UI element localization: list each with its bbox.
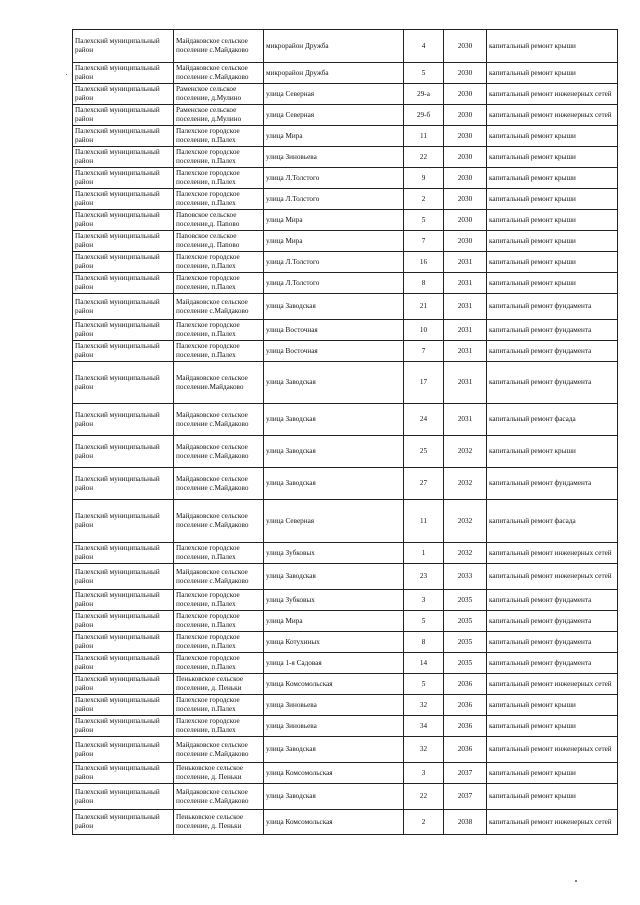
street-cell: улица Заводская <box>264 362 404 404</box>
house-number-cell: 34 <box>404 716 444 737</box>
year-cell: 2032 <box>444 543 487 564</box>
district-cell: Палехский муниципальный район <box>73 737 174 763</box>
street-cell: микрорайон Дружба <box>264 63 404 84</box>
house-number-cell: 24 <box>404 404 444 436</box>
settlement-cell: Палехское городское поселение, п.Палех <box>174 632 264 653</box>
table-row <box>73 30 618 63</box>
table-row <box>73 632 618 653</box>
year-cell: 2031 <box>444 294 487 320</box>
table-row <box>73 231 618 252</box>
work-type-cell: капитальный ремонт крыши <box>487 189 618 210</box>
district-cell: Палехский муниципальный район <box>73 84 174 105</box>
work-type-cell: капитальный ремонт инженерных сетей <box>487 543 618 564</box>
house-number-cell: 17 <box>404 362 444 404</box>
table-row <box>73 763 618 784</box>
settlement-cell: Майдаковское сельское поселение с.Майдаково <box>174 500 264 543</box>
house-number-cell: 21 <box>404 294 444 320</box>
house-number-cell: 29-б <box>404 105 444 126</box>
work-type-cell: капитальный ремонт инженерных сетей <box>487 105 618 126</box>
street-cell: улица Комсомольская <box>264 810 404 835</box>
settlement-cell: Палехское городское поселение, п.Палех <box>174 320 264 341</box>
table-row <box>73 716 618 737</box>
district-cell: Палехский муниципальный район <box>73 632 174 653</box>
settlement-cell: Пеньковское сельское поселение, д. Пеньки <box>174 763 264 784</box>
house-number-cell: 5 <box>404 674 444 695</box>
work-type-cell: капитальный ремонт инженерных сетей <box>487 84 618 105</box>
house-number-cell: 2 <box>404 810 444 835</box>
table-row <box>73 543 618 564</box>
house-number-cell: 25 <box>404 436 444 468</box>
repair-schedule-table <box>72 29 618 835</box>
table-row <box>73 653 618 674</box>
settlement-cell: Палехское городское поселение, п.Палех <box>174 341 264 362</box>
year-cell: 2037 <box>444 784 487 810</box>
table-row <box>73 737 618 763</box>
district-cell: Палехский муниципальный район <box>73 436 174 468</box>
house-number-cell: 7 <box>404 341 444 362</box>
table-row <box>73 273 618 294</box>
year-cell: 2030 <box>444 210 487 231</box>
work-type-cell: капитальный ремонт крыши <box>487 763 618 784</box>
settlement-cell: Раменское сельское поселение, д.Мулино <box>174 105 264 126</box>
district-cell: Палехский муниципальный район <box>73 543 174 564</box>
year-cell: 2032 <box>444 436 487 468</box>
table-row <box>73 341 618 362</box>
table-row <box>73 168 618 189</box>
house-number-cell: 7 <box>404 231 444 252</box>
street-cell: улица Мира <box>264 611 404 632</box>
year-cell: 2036 <box>444 716 487 737</box>
settlement-cell: Палехское городское поселение, п.Палех <box>174 126 264 147</box>
district-cell: Палехский муниципальный район <box>73 810 174 835</box>
year-cell: 2030 <box>444 147 487 168</box>
district-cell: Палехский муниципальный район <box>73 564 174 590</box>
street-cell: микрорайон Дружба <box>264 30 404 63</box>
district-cell: Палехский муниципальный район <box>73 294 174 320</box>
settlement-cell: Паnовское сельское поселение,д. Паnово <box>174 210 264 231</box>
street-cell: улица Комсомольская <box>264 674 404 695</box>
house-number-cell: 11 <box>404 500 444 543</box>
district-cell: Палехский муниципальный район <box>73 590 174 611</box>
year-cell: 2036 <box>444 737 487 763</box>
work-type-cell: капитальный ремонт инженерных сетей <box>487 564 618 590</box>
work-type-cell: капитальный ремонт крыши <box>487 784 618 810</box>
district-cell: Палехский муниципальный район <box>73 147 174 168</box>
street-cell: улица 1-я Садовая <box>264 653 404 674</box>
table-row <box>73 84 618 105</box>
district-cell: Палехский муниципальный район <box>73 189 174 210</box>
settlement-cell: Палехское городское поселение, п.Палех <box>174 611 264 632</box>
street-cell: улица Заводская <box>264 294 404 320</box>
street-cell: улица Заводская <box>264 468 404 500</box>
district-cell: Палехский муниципальный район <box>73 468 174 500</box>
year-cell: 2032 <box>444 468 487 500</box>
table-body <box>73 30 618 835</box>
table-row <box>73 126 618 147</box>
year-cell: 2031 <box>444 273 487 294</box>
work-type-cell: капитальный ремонт крыши <box>487 252 618 273</box>
scan-speck <box>575 880 577 882</box>
year-cell: 2036 <box>444 695 487 716</box>
street-cell: улица Заводская <box>264 784 404 810</box>
settlement-cell: Палехское городское поселение, п.Палех <box>174 716 264 737</box>
house-number-cell: 3 <box>404 763 444 784</box>
house-number-cell: 4 <box>404 30 444 63</box>
street-cell: улица Зубковых <box>264 543 404 564</box>
street-cell: улица Зиновьева <box>264 716 404 737</box>
settlement-cell: Майдаковское сельское поселение с.Майдаково <box>174 63 264 84</box>
work-type-cell: капитальный ремонт инженерных сетей <box>487 737 618 763</box>
work-type-cell: капитальный ремонт крыши <box>487 231 618 252</box>
house-number-cell: 5 <box>404 210 444 231</box>
house-number-cell: 3 <box>404 590 444 611</box>
district-cell: Палехский муниципальный район <box>73 674 174 695</box>
district-cell: Палехский муниципальный район <box>73 653 174 674</box>
district-cell: Палехский муниципальный район <box>73 695 174 716</box>
table-row <box>73 674 618 695</box>
year-cell: 2030 <box>444 30 487 63</box>
work-type-cell: капитальный ремонт крыши <box>487 436 618 468</box>
table-row <box>73 500 618 543</box>
settlement-cell: Майдаковское сельское поселение с.Майдаково <box>174 737 264 763</box>
work-type-cell: капитальный ремонт инженерных сетей <box>487 810 618 835</box>
year-cell: 2037 <box>444 763 487 784</box>
year-cell: 2038 <box>444 810 487 835</box>
settlement-cell: Майдаковское сельское поселение с.Майдаково <box>174 30 264 63</box>
table-row <box>73 695 618 716</box>
street-cell: улица Зиновьева <box>264 147 404 168</box>
table-row <box>73 611 618 632</box>
house-number-cell: 23 <box>404 564 444 590</box>
year-cell: 2035 <box>444 653 487 674</box>
work-type-cell: капитальный ремонт фундамента <box>487 362 618 404</box>
district-cell: Палехский муниципальный район <box>73 716 174 737</box>
house-number-cell: 11 <box>404 126 444 147</box>
district-cell: Палехский муниципальный район <box>73 231 174 252</box>
district-cell: Палехский муниципальный район <box>73 500 174 543</box>
district-cell: Палехский муниципальный район <box>73 763 174 784</box>
district-cell: Палехский муниципальный район <box>73 126 174 147</box>
district-cell: Палехский муниципальный район <box>73 784 174 810</box>
table-row <box>73 63 618 84</box>
year-cell: 2035 <box>444 632 487 653</box>
settlement-cell: Паnовское сельское поселение,д. Паnово <box>174 231 264 252</box>
table-row <box>73 252 618 273</box>
house-number-cell: 8 <box>404 632 444 653</box>
district-cell: Палехский муниципальный район <box>73 105 174 126</box>
table-row <box>73 436 618 468</box>
district-cell: Палехский муниципальный район <box>73 611 174 632</box>
district-cell: Палехский муниципальный район <box>73 252 174 273</box>
year-cell: 2030 <box>444 168 487 189</box>
house-number-cell: 32 <box>404 737 444 763</box>
year-cell: 2032 <box>444 500 487 543</box>
settlement-cell: Майдаковское сельское поселение.Майдаково <box>174 362 264 404</box>
house-number-cell: 1 <box>404 543 444 564</box>
year-cell: 2031 <box>444 252 487 273</box>
settlement-cell: Палехское городское поселение, п.Палех <box>174 168 264 189</box>
street-cell: улица Восточная <box>264 341 404 362</box>
district-cell: Палехский муниципальный район <box>73 341 174 362</box>
year-cell: 2036 <box>444 674 487 695</box>
table-row <box>73 147 618 168</box>
street-cell: улица Северная <box>264 84 404 105</box>
work-type-cell: капитальный ремонт фундамента <box>487 653 618 674</box>
settlement-cell: Палехское городское поселение, п.Палех <box>174 252 264 273</box>
district-cell: Палехский муниципальный район <box>73 168 174 189</box>
street-cell: улица Л.Толстого <box>264 252 404 273</box>
work-type-cell: капитальный ремонт фасада <box>487 404 618 436</box>
settlement-cell: Пеньковское сельское поселение, д. Пеньки <box>174 810 264 835</box>
district-cell: Палехский муниципальный район <box>73 362 174 404</box>
table-row <box>73 468 618 500</box>
district-cell: Палехский муниципальный район <box>73 63 174 84</box>
district-cell: Палехский муниципальный район <box>73 30 174 63</box>
table-row <box>73 189 618 210</box>
work-type-cell: капитальный ремонт фундамента <box>487 611 618 632</box>
year-cell: 2033 <box>444 564 487 590</box>
table-row <box>73 404 618 436</box>
house-number-cell: 8 <box>404 273 444 294</box>
table-row <box>73 105 618 126</box>
table-row <box>73 210 618 231</box>
house-number-cell: 22 <box>404 784 444 810</box>
settlement-cell: Палехское городское поселение, п.Палех <box>174 273 264 294</box>
street-cell: улица Л.Толстого <box>264 273 404 294</box>
year-cell: 2030 <box>444 63 487 84</box>
street-cell: улица Восточная <box>264 320 404 341</box>
work-type-cell: капитальный ремонт крыши <box>487 30 618 63</box>
settlement-cell: Палехское городское поселение, п.Палех <box>174 147 264 168</box>
street-cell: улица Зубковых <box>264 590 404 611</box>
work-type-cell: капитальный ремонт крыши <box>487 168 618 189</box>
settlement-cell: Палехское городское поселение, п.Палех <box>174 695 264 716</box>
year-cell: 2030 <box>444 189 487 210</box>
year-cell: 2031 <box>444 341 487 362</box>
street-cell: улица Мира <box>264 126 404 147</box>
table-row <box>73 564 618 590</box>
work-type-cell: капитальный ремонт фундамента <box>487 468 618 500</box>
settlement-cell: Палехское городское поселение, п.Палех <box>174 189 264 210</box>
table-row <box>73 294 618 320</box>
work-type-cell: капитальный ремонт крыши <box>487 147 618 168</box>
settlement-cell: Палехское городское поселение, п.Палех <box>174 590 264 611</box>
street-cell: улица Л.Толстого <box>264 168 404 189</box>
street-cell: улица Заводская <box>264 436 404 468</box>
settlement-cell: Палехское городское поселение, п.Палех <box>174 653 264 674</box>
street-cell: улица Мира <box>264 210 404 231</box>
street-cell: улица Заводская <box>264 737 404 763</box>
district-cell: Палехский муниципальный район <box>73 320 174 341</box>
work-type-cell: капитальный ремонт фундамента <box>487 320 618 341</box>
house-number-cell: 29-а <box>404 84 444 105</box>
work-type-cell: капитальный ремонт инженерных сетей <box>487 674 618 695</box>
house-number-cell: 14 <box>404 653 444 674</box>
settlement-cell: Майдаковское сельское поселение с.Майдаково <box>174 784 264 810</box>
work-type-cell: капитальный ремонт фундамента <box>487 341 618 362</box>
table-row <box>73 784 618 810</box>
house-number-cell: 2 <box>404 189 444 210</box>
table-row <box>73 810 618 835</box>
settlement-cell: Майдаковское сельское поселение с.Майдаково <box>174 294 264 320</box>
year-cell: 2030 <box>444 231 487 252</box>
work-type-cell: капитальный ремонт крыши <box>487 273 618 294</box>
work-type-cell: капитальный ремонт крыши <box>487 63 618 84</box>
settlement-cell: Раменское сельское поселение, д.Мулино <box>174 84 264 105</box>
street-cell: улица Мира <box>264 231 404 252</box>
house-number-cell: 10 <box>404 320 444 341</box>
street-cell: улица Заводская <box>264 564 404 590</box>
settlement-cell: Майдаковское сельское поселение с.Майдаково <box>174 564 264 590</box>
work-type-cell: капитальный ремонт крыши <box>487 695 618 716</box>
year-cell: 2030 <box>444 105 487 126</box>
street-cell: улица Котухиных <box>264 632 404 653</box>
street-cell: улица Комсомольская <box>264 763 404 784</box>
year-cell: 2031 <box>444 320 487 341</box>
house-number-cell: 5 <box>404 63 444 84</box>
work-type-cell: капитальный ремонт крыши <box>487 716 618 737</box>
street-cell: улица Л.Толстого <box>264 189 404 210</box>
work-type-cell: капитальный ремонт крыши <box>487 210 618 231</box>
house-number-cell: 22 <box>404 147 444 168</box>
settlement-cell: Палехское городское поселение, п.Палех <box>174 543 264 564</box>
work-type-cell: капитальный ремонт фундамента <box>487 632 618 653</box>
table-row <box>73 362 618 404</box>
house-number-cell: 5 <box>404 611 444 632</box>
work-type-cell: капитальный ремонт фундамента <box>487 294 618 320</box>
house-number-cell: 16 <box>404 252 444 273</box>
street-cell: улица Заводская <box>264 404 404 436</box>
house-number-cell: 32 <box>404 695 444 716</box>
table-row <box>73 590 618 611</box>
year-cell: 2035 <box>444 590 487 611</box>
year-cell: 2030 <box>444 126 487 147</box>
settlement-cell: Пеньковское сельское поселение, д. Пеньки <box>174 674 264 695</box>
work-type-cell: капитальный ремонт крыши <box>487 126 618 147</box>
settlement-cell: Майдаковское сельское поселение с.Майдаково <box>174 468 264 500</box>
work-type-cell: капитальный ремонт фундамента <box>487 590 618 611</box>
street-cell: улица Зиновьева <box>264 695 404 716</box>
table-row <box>73 320 618 341</box>
street-cell: улица Северная <box>264 500 404 543</box>
district-cell: Палехский муниципальный район <box>73 273 174 294</box>
street-cell: улица Северная <box>264 105 404 126</box>
work-type-cell: капитальный ремонт фасада <box>487 500 618 543</box>
district-cell: Палехский муниципальный район <box>73 210 174 231</box>
year-cell: 2035 <box>444 611 487 632</box>
year-cell: 2030 <box>444 84 487 105</box>
settlement-cell: Майдаковское сельское поселение с.Майдаково <box>174 404 264 436</box>
year-cell: 2031 <box>444 404 487 436</box>
house-number-cell: 9 <box>404 168 444 189</box>
house-number-cell: 27 <box>404 468 444 500</box>
year-cell: 2031 <box>444 362 487 404</box>
scan-speck <box>66 74 67 75</box>
district-cell: Палехский муниципальный район <box>73 404 174 436</box>
settlement-cell: Майдаковское сельское поселение с.Майдаково <box>174 436 264 468</box>
